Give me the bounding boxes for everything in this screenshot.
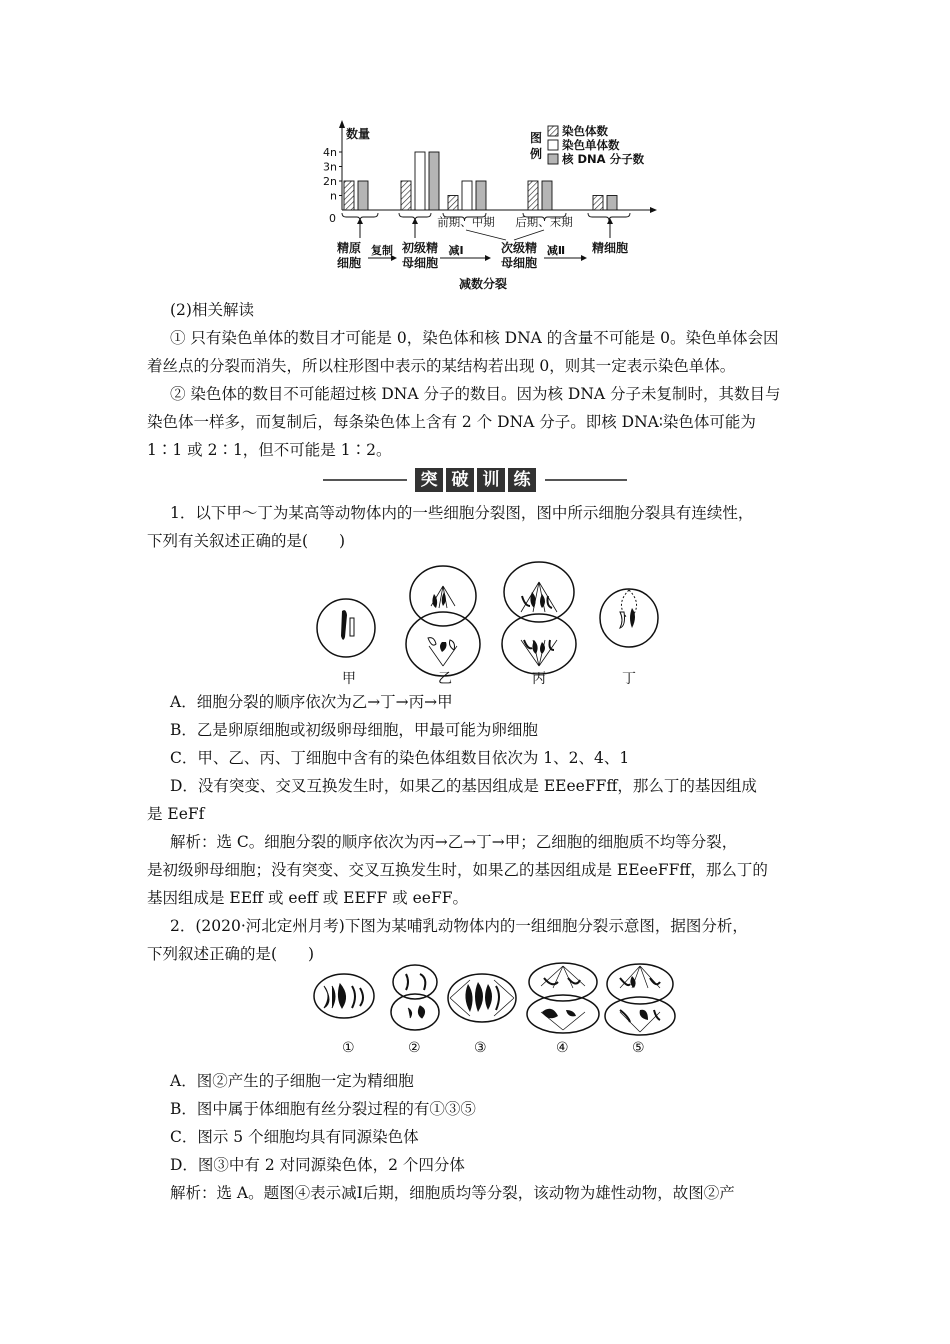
bar [358,181,368,210]
stage-label: 次级精 [500,241,538,255]
y-tick-label: 4n [323,146,337,159]
paragraph-line: 着丝点的分裂而消失，所以柱形图中表示的某结构若出现 0，则其一定表示染色单体。 [147,357,736,375]
bar [401,181,411,210]
q1-analysis: 解析：选 C。细胞分裂的顺序依次为丙→乙→丁→甲；乙细胞的细胞质不均等分裂， [170,833,738,851]
bar [415,152,425,210]
stage-label: 精细胞 [591,241,629,255]
q1-cell-figure [310,556,680,686]
arrow-up-head [357,218,363,224]
y-tick-label: 3n [323,160,337,174]
q1-option-d-cont: 是 EeFf [147,805,205,823]
bar [462,181,472,210]
cell-yi-illustration [406,566,480,676]
legend-title: 例 [530,147,543,161]
stage-arrow-label: 减Ⅰ [448,244,464,257]
stage-arrow-label: 减Ⅱ [546,244,566,257]
cell-bing-illustration [502,562,576,674]
banner-char: 训 [477,468,505,492]
legend-label: 染色单体数 [562,138,620,152]
paragraph-line: 1∶1 或 2∶1，但不可能是 1∶2。 [147,441,392,459]
q1-option-b: B．乙是卵原细胞或初级卵母细胞，甲最可能为卵细胞 [170,721,538,739]
legend-swatch [548,126,558,136]
banner-char: 练 [508,468,536,492]
y-tick-label: 2n [323,175,337,188]
bar [344,181,354,210]
section-banner [323,466,627,494]
brace-spermatid [588,213,630,221]
cell-ding-illustration [600,589,658,647]
banner-rule-right [545,479,627,481]
stage-arrow-label: 复制 [371,244,393,257]
stage-label: 母细胞 [401,256,439,270]
banner-rule-left [323,479,407,481]
paragraph-line: ① 只有染色单体的数目才可能是 0，染色体和核 DNA 的含量不可能是 0。染色单体会因 [170,329,779,347]
stage-label: 精原 [336,241,362,255]
q1-option-d: D．没有突变、交叉互换发生时，如果乙的基因组成是 EEeeFFff，那么丁的基因组成 [170,777,757,795]
q2-option-c: C．图示 5 个细胞均具有同源染色体 [170,1128,419,1146]
banner-char: 破 [446,468,474,492]
q2-option-d: D．图③中有 2 对同源染色体，2 个四分体 [170,1156,465,1174]
q1-analysis: 基因组成是 EEff 或 eeff 或 EEFF 或 eeFF。 [147,889,468,907]
q1-option-c: C．甲、乙、丙、丁细胞中含有的染色体组数目依次为 1、2、4、1 [170,749,630,767]
section-heading: (2)相关解读 [170,301,254,319]
cell-jia-illustration [317,599,375,657]
q1-stem: 1．以下甲～丁为某高等动物体内的一些细胞分裂图，图中所示细胞分裂具有连续性， [170,504,754,522]
q2-cell-figure [310,960,690,1040]
stage-label: 细胞 [336,256,362,270]
cell-4-illustration [527,963,599,1033]
legend-label: 染色体数 [562,124,608,138]
cell-label-5: ⑤ [632,1040,645,1056]
cell-label-1: ① [342,1040,355,1056]
stage-label: 初级精 [401,241,439,255]
paragraph-line: 染色体一样多，而复制后，每条染色体上含有 2 个 DNA 分子。即核 DNA∶染色体可能为 [147,413,756,431]
paragraph-line: ② 染色体的数目不可能超过核 DNA 分子的数目。因为核 DNA 分子未复制时，其数目与 [170,385,781,403]
y-axis-label: 数量 [346,127,371,141]
q1-analysis: 是初级卵母细胞；没有突变、交叉互换发生时，如果乙的基因组成是 EEeeFFff，那么丁的 [147,861,768,879]
connector-line [466,230,506,240]
cell-3-illustration [448,974,516,1022]
cell-label-ding: 丁 [622,671,636,687]
legend-label: 核 DNA 分子数 [562,152,645,166]
cell-label-3: ③ [474,1040,487,1056]
y-tick-label: n [330,189,337,203]
q2-stem: 2．(2020·河北定州月考)下图为某哺乳动物体内的一组细胞分裂示意图，据图分析， [170,917,748,935]
q1-stem: 下列有关叙述正确的是( ) [147,532,346,550]
q2-analysis: 解析：选 A。题图④表示减Ⅰ后期，细胞质均等分裂，该动物为雄性动物，故图②产 [170,1184,735,1202]
x-axis-arrow [650,207,657,213]
bar [528,181,538,210]
cell-5-illustration [605,964,675,1035]
legend-swatch [548,140,558,150]
phase-label: 后期、末期 [515,215,573,229]
chart-caption: 减数分裂 [458,277,508,291]
stage-arrow-head [581,255,587,261]
stage-label: 母细胞 [500,256,538,270]
bar [448,196,458,211]
q2-option-a: A．图②产生的子细胞一定为精细胞 [170,1072,414,1090]
cell-label-bing: 丙 [532,671,546,687]
bar [476,181,486,210]
cell-label-jia: 甲 [342,671,356,687]
bar-chart [318,118,668,296]
q2-option-b: B．图中属于体细胞有丝分裂过程的有①③⑤ [170,1100,476,1118]
bar [542,181,552,210]
cell-1-illustration [314,974,374,1018]
q1-option-a: A．细胞分裂的顺序依次为乙→丁→丙→甲 [170,693,453,711]
banner-char: 突 [415,468,443,492]
y-origin-label: 0 [329,212,336,225]
bar [429,152,439,210]
phase-label: 前期、中期 [437,215,495,229]
arrow-up-head [607,218,613,224]
arrow-up-head [412,218,418,224]
cell-label-yi: 乙 [438,671,452,687]
q2-stem: 下列叙述正确的是( ) [147,945,315,963]
stage-arrow-head [485,255,491,261]
bar [593,196,603,211]
connector-line [514,230,544,240]
legend-swatch [548,154,558,164]
legend-title: 图 [530,131,543,145]
cell-label-4: ④ [556,1040,569,1056]
y-axis-arrow [339,120,345,128]
bar [607,196,617,211]
cell-label-2: ② [408,1040,421,1056]
cell-2-illustration [391,965,439,1030]
